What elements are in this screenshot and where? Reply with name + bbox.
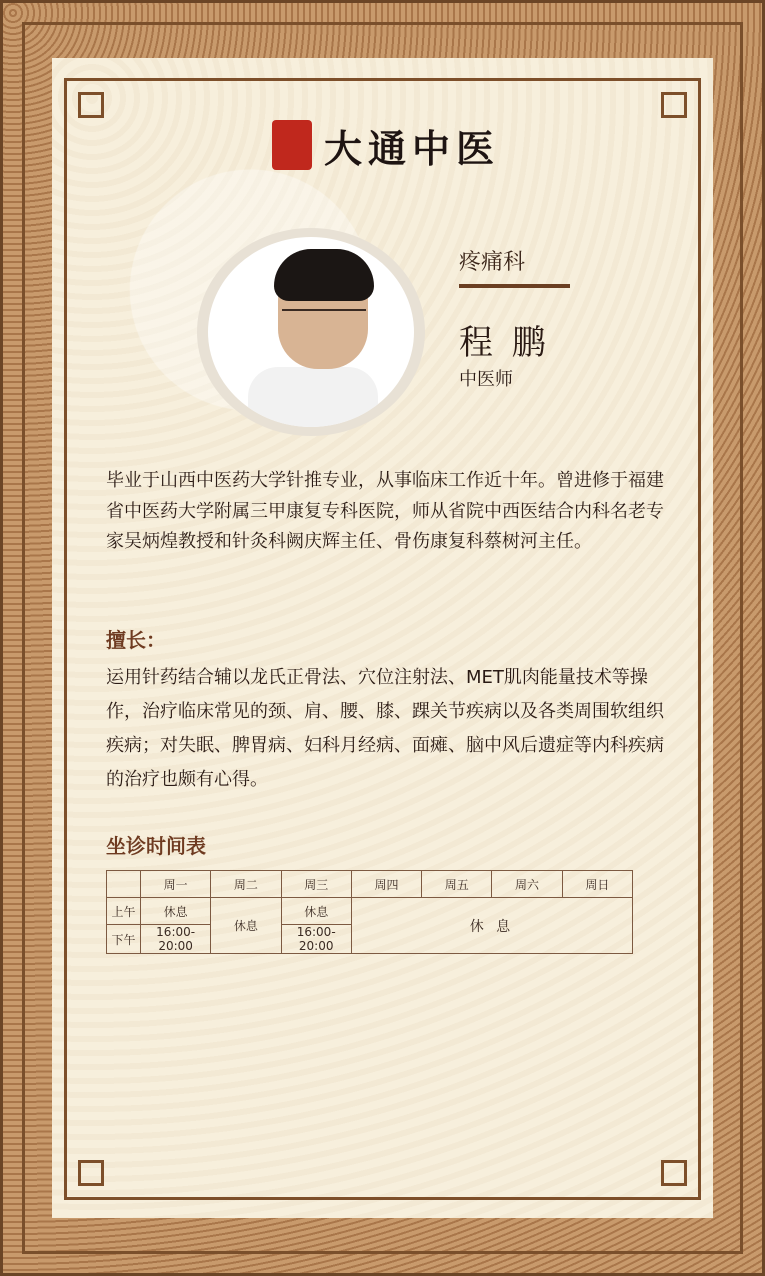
table-cell: 16:00-20:00 [281,925,351,954]
table-header-cell: 周二 [211,871,281,898]
doctor-bio: 毕业于山西中医药大学针推专业，从事临床工作近十年。曾进修于福建省中医药大学附属三甲康复专科医院，师从省院中西医结合内科名老专家吴炳煌教授和针灸科阙庆辉主任、骨伤康复科蔡树河主任。 [106,470,664,552]
table-header-cell: 周一 [141,871,211,898]
schedule-table [106,870,633,954]
doctor-photo [208,237,414,427]
table-cell: 休 息 [351,898,632,954]
doctor-name: 程 鹏 [459,323,550,363]
department-label: 疼痛科 [459,250,526,275]
table-cell: 休息 [281,898,351,925]
corner-ornament [661,1160,687,1186]
table-header-cell: 周日 [562,871,632,898]
photo-glasses [282,309,366,333]
department-underline [459,284,570,288]
photo-hair [274,249,374,301]
table-header-cell: 周六 [492,871,562,898]
specialty-text: 运用针药结合辅以龙氏正骨法、穴位注射法、MET肌肉能量技术等操作，治疗临床常见的颈、肩、腰、膝、踝关节疾病以及各类周围软组织疾病；对失眠、脾胃病、妇科月经病、面瘫、脑中风后遗症等内科疾病的治疗也颇有心得。 [106,667,664,790]
seal-logo [272,120,312,170]
corner-ornament [78,1160,104,1186]
corner-ornament [78,92,104,118]
row-label-afternoon: 下午 [107,925,141,954]
table-cell: 休息 [211,898,281,954]
row-label-morning: 上午 [107,898,141,925]
photo-shirt [248,367,378,427]
brand-logo [272,115,500,175]
doctor-title: 中医师 [459,369,513,390]
doctor-photo-frame [197,228,425,436]
table-cell: 休息 [141,898,211,925]
table-cell [107,871,141,898]
schedule-heading: 坐诊时间表 [106,834,206,858]
table-row [107,871,633,898]
table-row [107,898,633,925]
corner-ornament [661,92,687,118]
table-cell: 16:00-20:00 [141,925,211,954]
brand-name: 大通中医 [324,125,501,171]
table-header-cell: 周五 [422,871,492,898]
specialty-heading: 擅长： [106,628,166,652]
table-header-cell: 周三 [281,871,351,898]
table-header-cell: 周四 [351,871,421,898]
